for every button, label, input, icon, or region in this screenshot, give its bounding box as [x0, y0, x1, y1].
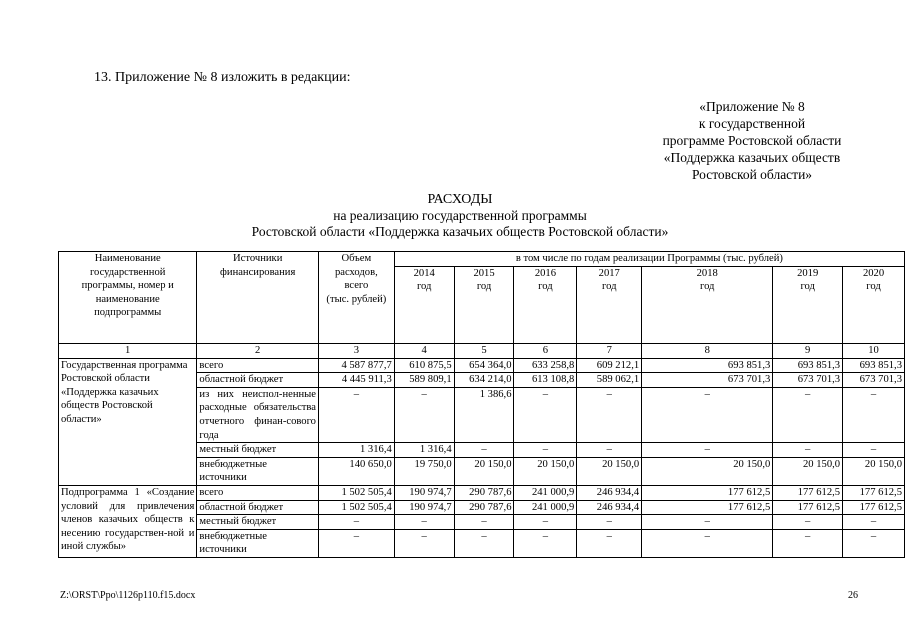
year-word: год	[538, 281, 553, 293]
year-label: 2020	[862, 267, 885, 279]
table-row	[59, 358, 905, 373]
value-cell: –	[577, 529, 642, 557]
year-word: год	[476, 281, 492, 293]
value-cell: –	[514, 515, 577, 530]
source-cell: всего	[197, 485, 319, 500]
value-cell: 1 386,6	[454, 387, 514, 442]
value-cell: 246 934,4	[577, 500, 642, 515]
value-cell: –	[454, 443, 514, 458]
source-cell: областной бюджет	[197, 500, 319, 515]
year-header-cell	[514, 266, 577, 343]
appendix-line: к государственной	[698, 116, 806, 131]
value-cell: 246 934,4	[577, 485, 642, 500]
value-cell: 20 150,0	[773, 457, 843, 485]
value-cell: –	[843, 443, 905, 458]
appendix-line: программе Ростовской области	[662, 133, 842, 148]
year-word: год	[699, 281, 715, 293]
value-cell: –	[514, 387, 577, 442]
title-line: РАСХОДЫ	[427, 192, 493, 207]
value-cell: 673 701,3	[773, 373, 843, 388]
column-number: 2	[197, 343, 319, 358]
value-cell: 634 214,0	[454, 373, 514, 388]
title-line: Ростовской области «Поддержка казачьих обществ Ростовской области»	[251, 224, 669, 239]
value-cell: 177 612,5	[642, 500, 773, 515]
header-line: (тыс. рублей)	[326, 293, 387, 305]
column-number: 3	[318, 343, 394, 358]
value-cell: –	[514, 443, 577, 458]
value-cell: 190 974,7	[394, 500, 454, 515]
value-cell: –	[843, 529, 905, 557]
value-cell: –	[773, 387, 843, 442]
value-cell: 1 502 505,4	[318, 485, 394, 500]
year-label: 2016	[534, 267, 556, 279]
header-source-cell	[197, 252, 319, 344]
year-word: год	[866, 281, 881, 293]
header-by-years: в том числе по годам реализации Программы (тыс. рублей)	[394, 252, 904, 267]
year-word: год	[602, 281, 617, 293]
value-cell: –	[642, 387, 773, 442]
header-line: Источники	[233, 253, 283, 264]
value-cell: –	[577, 443, 642, 458]
value-cell: 20 150,0	[843, 457, 905, 485]
value-cell: –	[843, 387, 905, 442]
column-number-row	[59, 343, 905, 358]
year-header-cell	[454, 266, 514, 343]
subprogram-name-cell: Подпрограмма 1 «Создание условий для привлечения членов казачьих обществ к несению государствен-ной и иной службы»	[59, 485, 197, 557]
header-line: расходов,	[334, 266, 378, 278]
value-cell: 20 150,0	[454, 457, 514, 485]
value-cell: –	[577, 387, 642, 442]
table-row	[59, 485, 905, 500]
year-header-cell	[773, 266, 843, 343]
year-word: год	[416, 281, 432, 293]
appendix-line: «Поддержка казачьих обществ	[663, 150, 841, 165]
value-cell: 610 875,5	[394, 358, 454, 373]
header-name-cell	[59, 252, 197, 344]
year-word: год	[800, 281, 815, 293]
value-cell: 589 809,1	[394, 373, 454, 388]
year-header-cell	[394, 266, 454, 343]
footer-file-path: Z:\ORST\Ppo\1126p110.f15.docx	[60, 590, 196, 601]
value-cell: 177 612,5	[773, 500, 843, 515]
header-line: всего	[344, 280, 369, 292]
value-cell: –	[318, 515, 394, 530]
value-cell: –	[843, 515, 905, 530]
value-cell: 140 650,0	[318, 457, 394, 485]
value-cell: 613 108,8	[514, 373, 577, 388]
value-cell: 693 851,3	[642, 358, 773, 373]
value-cell: 609 212,1	[577, 358, 642, 373]
column-number: 6	[514, 343, 577, 358]
value-cell: 654 364,0	[454, 358, 514, 373]
source-cell: местный бюджет	[197, 443, 319, 458]
value-cell: –	[454, 515, 514, 530]
value-cell: –	[642, 529, 773, 557]
value-cell: 241 000,9	[514, 500, 577, 515]
value-cell: 4 445 911,3	[318, 373, 394, 388]
value-cell: 4 587 877,7	[318, 358, 394, 373]
value-cell: 673 701,3	[642, 373, 773, 388]
value-cell: 290 787,6	[454, 500, 514, 515]
value-cell: 1 316,4	[394, 443, 454, 458]
value-cell: 20 150,0	[514, 457, 577, 485]
value-cell: 589 062,1	[577, 373, 642, 388]
value-cell: 290 787,6	[454, 485, 514, 500]
header-line: программы, номер и	[81, 280, 174, 292]
column-number: 9	[773, 343, 843, 358]
year-label: 2015	[473, 267, 495, 279]
value-cell: 693 851,3	[773, 358, 843, 373]
value-cell: –	[318, 529, 394, 557]
value-cell: –	[642, 515, 773, 530]
header-volume-cell	[318, 252, 394, 344]
header-row	[59, 252, 905, 267]
intro-text: 13. Приложение № 8 изложить в редакции:	[94, 70, 351, 85]
header-line: государственной	[89, 266, 166, 278]
expenses-table	[58, 251, 905, 558]
value-cell: 241 000,9	[514, 485, 577, 500]
value-cell: –	[773, 443, 843, 458]
value-cell: –	[318, 387, 394, 442]
program-name-cell: Государственная программа Ростовской области «Поддержка казачьих обществ Ростовской области»	[59, 358, 197, 485]
value-cell: 19 750,0	[394, 457, 454, 485]
value-cell: 673 701,3	[843, 373, 905, 388]
appendix-line: Ростовской области»	[691, 167, 813, 182]
column-number: 5	[454, 343, 514, 358]
header-line: наименование	[95, 293, 160, 305]
year-label: 2017	[598, 267, 620, 279]
value-cell: 693 851,3	[843, 358, 905, 373]
year-header-cell	[843, 266, 905, 343]
year-header-cell	[577, 266, 642, 343]
header-line: подпрограммы	[94, 307, 162, 319]
value-cell: –	[773, 515, 843, 530]
header-line: финансирования	[220, 266, 296, 278]
appendix-line: «Приложение № 8	[699, 99, 805, 114]
value-cell: 633 258,8	[514, 358, 577, 373]
value-cell: –	[642, 443, 773, 458]
value-cell: 20 150,0	[577, 457, 642, 485]
source-cell: внебюджетные источники	[197, 529, 319, 557]
value-cell: –	[454, 529, 514, 557]
value-cell: –	[394, 387, 454, 442]
value-cell: 20 150,0	[642, 457, 773, 485]
footer-page-number: 26	[848, 590, 858, 601]
column-number: 7	[577, 343, 642, 358]
column-number: 8	[642, 343, 773, 358]
value-cell: 1 316,4	[318, 443, 394, 458]
value-cell: 1 502 505,4	[318, 500, 394, 515]
year-label: 2018	[696, 267, 718, 279]
column-number: 10	[843, 343, 905, 358]
source-cell: внебюджетные источники	[197, 457, 319, 485]
value-cell: 177 612,5	[843, 500, 905, 515]
source-cell: всего	[197, 358, 319, 373]
source-cell: областной бюджет	[197, 373, 319, 388]
value-cell: 177 612,5	[843, 485, 905, 500]
source-cell: из них неиспол-ненные расходные обязательства отчетного финан-сового года	[197, 387, 319, 442]
value-cell: 190 974,7	[394, 485, 454, 500]
year-header-cell	[642, 266, 773, 343]
header-line: Наименование	[94, 253, 161, 264]
value-cell: –	[514, 529, 577, 557]
value-cell: –	[577, 515, 642, 530]
header-line: Объем	[341, 253, 372, 264]
value-cell: –	[394, 515, 454, 530]
value-cell: 177 612,5	[642, 485, 773, 500]
value-cell: 177 612,5	[773, 485, 843, 500]
document-title	[150, 192, 770, 240]
title-line: на реализацию государственной программы	[333, 208, 587, 223]
year-label: 2014	[413, 267, 435, 279]
year-label: 2019	[797, 267, 819, 279]
appendix-reference	[612, 98, 892, 183]
value-cell: –	[773, 529, 843, 557]
column-number: 1	[59, 343, 197, 358]
column-number: 4	[394, 343, 454, 358]
source-cell: местный бюджет	[197, 515, 319, 530]
value-cell: –	[394, 529, 454, 557]
